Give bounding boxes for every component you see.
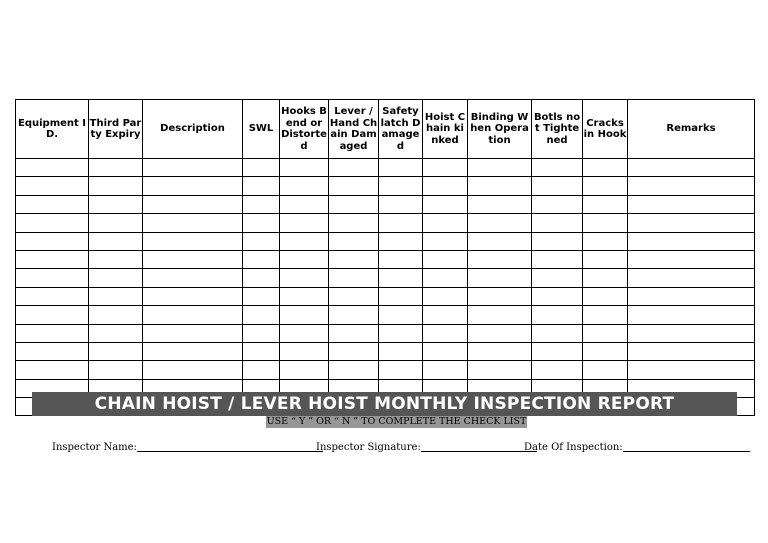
date-of-inspection-line[interactable]	[623, 441, 750, 452]
table-cell[interactable]	[329, 287, 379, 305]
table-cell[interactable]	[243, 287, 280, 305]
table-row	[16, 177, 755, 195]
table-cell[interactable]	[89, 342, 143, 360]
table-cell[interactable]	[583, 306, 628, 324]
header-swl: SWL	[243, 100, 280, 159]
table-cell[interactable]	[329, 361, 379, 379]
table-cell[interactable]	[468, 232, 532, 250]
table-cell[interactable]	[532, 195, 583, 213]
table-cell[interactable]	[628, 361, 755, 379]
table-row	[16, 361, 755, 379]
table-cell[interactable]	[468, 269, 532, 287]
table-cell[interactable]	[468, 361, 532, 379]
table-cell[interactable]	[280, 195, 329, 213]
table-cell[interactable]	[628, 287, 755, 305]
table-cell[interactable]	[628, 324, 755, 342]
header-hoist-chain-kinked: Hoist Chain kinked	[423, 100, 468, 159]
table-cell[interactable]	[89, 232, 143, 250]
table-cell[interactable]	[583, 195, 628, 213]
table-cell[interactable]	[243, 214, 280, 232]
table-cell[interactable]	[89, 324, 143, 342]
table-cell[interactable]	[329, 177, 379, 195]
table-cell[interactable]	[628, 177, 755, 195]
table-cell[interactable]	[583, 177, 628, 195]
table-row	[16, 306, 755, 324]
table-cell[interactable]	[423, 361, 468, 379]
table-cell[interactable]	[423, 324, 468, 342]
table-cell[interactable]	[532, 287, 583, 305]
inspection-table	[15, 99, 755, 416]
table-cell[interactable]	[143, 250, 243, 268]
table-cell[interactable]	[280, 159, 329, 177]
table-cell[interactable]	[329, 195, 379, 213]
table-cell[interactable]	[628, 232, 755, 250]
header-equipment-id: Equipment ID.	[16, 100, 89, 159]
table-cell[interactable]	[628, 306, 755, 324]
table-cell[interactable]	[280, 306, 329, 324]
table-cell[interactable]	[628, 269, 755, 287]
date-of-inspection-label: Date Of Inspection:	[524, 442, 623, 453]
table-row	[16, 287, 755, 305]
table-cell[interactable]	[143, 306, 243, 324]
table-cell[interactable]	[243, 342, 280, 360]
date-of-inspection-field	[524, 441, 750, 454]
table-cell[interactable]	[468, 250, 532, 268]
table-cell[interactable]	[379, 250, 423, 268]
table-cell[interactable]	[280, 361, 329, 379]
table-cell[interactable]	[379, 306, 423, 324]
table-cell[interactable]	[329, 159, 379, 177]
table-cell[interactable]	[16, 195, 89, 213]
table-cell[interactable]	[423, 306, 468, 324]
table-cell[interactable]	[468, 214, 532, 232]
table-cell[interactable]	[16, 214, 89, 232]
table-cell[interactable]	[329, 324, 379, 342]
table-cell[interactable]	[280, 287, 329, 305]
inspector-signature-field	[316, 441, 537, 454]
inspector-signature-label: Inspector Signature:	[316, 442, 421, 453]
table-cell[interactable]	[532, 214, 583, 232]
table-cell[interactable]	[143, 159, 243, 177]
header-bolts-not-tightened: Botls not Tightened	[532, 100, 583, 159]
table-cell[interactable]	[628, 159, 755, 177]
table-cell[interactable]	[16, 342, 89, 360]
header-remarks: Remarks	[628, 100, 755, 159]
table-row	[16, 342, 755, 360]
header-binding-when-operation: Binding When Operation	[468, 100, 532, 159]
table-cell[interactable]	[243, 361, 280, 379]
table-cell[interactable]	[583, 324, 628, 342]
table-cell[interactable]	[143, 324, 243, 342]
table-cell[interactable]	[243, 324, 280, 342]
table-cell[interactable]	[143, 195, 243, 213]
table-cell[interactable]	[468, 177, 532, 195]
header-hand-chain-damaged: Lever / Hand Chain Damaged	[329, 100, 379, 159]
table-cell[interactable]	[583, 342, 628, 360]
table-cell[interactable]	[423, 342, 468, 360]
table-cell[interactable]	[468, 287, 532, 305]
table-cell[interactable]	[532, 159, 583, 177]
table-cell[interactable]	[468, 306, 532, 324]
table-cell[interactable]	[468, 324, 532, 342]
table-cell[interactable]	[379, 361, 423, 379]
inspector-name-line[interactable]	[137, 441, 323, 452]
table-cell[interactable]	[628, 250, 755, 268]
header-cracks-in-hook: Cracks in Hook	[583, 100, 628, 159]
table-cell[interactable]	[280, 177, 329, 195]
table-cell[interactable]	[379, 324, 423, 342]
table-cell[interactable]	[243, 177, 280, 195]
table-cell[interactable]	[628, 195, 755, 213]
table-cell[interactable]	[16, 250, 89, 268]
table-cell[interactable]	[423, 232, 468, 250]
checklist-instruction: USE “ Y ” OR “ N ” TO COMPLETE THE CHECK LIST	[266, 416, 527, 427]
table-cell[interactable]	[532, 324, 583, 342]
table-cell[interactable]	[143, 342, 243, 360]
table-cell[interactable]	[16, 287, 89, 305]
table-cell[interactable]	[16, 306, 89, 324]
table-cell[interactable]	[280, 232, 329, 250]
table-cell[interactable]	[379, 214, 423, 232]
table-cell[interactable]	[143, 232, 243, 250]
table-cell[interactable]	[379, 159, 423, 177]
table-row	[16, 159, 755, 177]
table-cell[interactable]	[379, 177, 423, 195]
table-cell[interactable]	[89, 361, 143, 379]
table-cell[interactable]	[379, 287, 423, 305]
table-row	[16, 232, 755, 250]
header-safety-latch-damaged: Safety latch Damaged	[379, 100, 423, 159]
table-cell[interactable]	[16, 177, 89, 195]
table-cell[interactable]	[532, 342, 583, 360]
header-third-party-expiry: Third Party Expiry	[89, 100, 143, 159]
table-cell[interactable]	[280, 214, 329, 232]
table-cell[interactable]	[16, 324, 89, 342]
table-cell[interactable]	[423, 287, 468, 305]
table-cell[interactable]	[16, 361, 89, 379]
table-cell[interactable]	[379, 232, 423, 250]
table-cell[interactable]	[243, 195, 280, 213]
table-cell[interactable]	[532, 232, 583, 250]
table-cell[interactable]	[583, 214, 628, 232]
table-cell[interactable]	[532, 250, 583, 268]
table-cell[interactable]	[243, 269, 280, 287]
table-cell[interactable]	[89, 250, 143, 268]
table-row	[16, 250, 755, 268]
table-cell[interactable]	[143, 269, 243, 287]
table-cell[interactable]	[89, 159, 143, 177]
table-cell[interactable]	[628, 342, 755, 360]
table-cell[interactable]	[468, 159, 532, 177]
table-cell[interactable]	[423, 159, 468, 177]
table-cell[interactable]	[423, 250, 468, 268]
table-cell[interactable]	[16, 269, 89, 287]
table-cell[interactable]	[280, 342, 329, 360]
header-hooks-bend: Hooks Bend or Distorted	[280, 100, 329, 159]
table-cell[interactable]	[243, 306, 280, 324]
table-cell[interactable]	[280, 324, 329, 342]
table-cell[interactable]	[329, 250, 379, 268]
table-cell[interactable]	[583, 250, 628, 268]
table-cell[interactable]	[329, 342, 379, 360]
header-row	[16, 100, 755, 159]
table-cell[interactable]	[280, 250, 329, 268]
table-row	[16, 195, 755, 213]
table-cell[interactable]	[423, 214, 468, 232]
table-cell[interactable]	[583, 159, 628, 177]
table-cell[interactable]	[379, 269, 423, 287]
table-cell[interactable]	[143, 287, 243, 305]
table-cell[interactable]	[16, 232, 89, 250]
table-cell[interactable]	[423, 177, 468, 195]
table-cell[interactable]	[143, 214, 243, 232]
table-cell[interactable]	[89, 214, 143, 232]
table-cell[interactable]	[329, 214, 379, 232]
table-cell[interactable]	[280, 269, 329, 287]
inspector-name-field	[52, 441, 323, 454]
table-row	[16, 214, 755, 232]
inspector-name-label: Inspector Name:	[52, 442, 137, 453]
table-cell[interactable]	[89, 177, 143, 195]
table-cell[interactable]	[423, 269, 468, 287]
table-cell[interactable]	[532, 177, 583, 195]
table-cell[interactable]	[628, 214, 755, 232]
table-cell[interactable]	[468, 195, 532, 213]
table-cell[interactable]	[379, 342, 423, 360]
inspector-signature-line[interactable]	[421, 441, 537, 452]
table-cell[interactable]	[329, 232, 379, 250]
table-cell[interactable]	[243, 250, 280, 268]
table-cell[interactable]	[89, 306, 143, 324]
table-cell[interactable]	[243, 232, 280, 250]
table-cell[interactable]	[423, 195, 468, 213]
header-description: Description	[143, 100, 243, 159]
table-cell[interactable]	[532, 269, 583, 287]
table-cell[interactable]	[89, 287, 143, 305]
table-cell[interactable]	[583, 232, 628, 250]
table-cell[interactable]	[379, 195, 423, 213]
table-cell[interactable]	[532, 361, 583, 379]
table-cell[interactable]	[583, 287, 628, 305]
table-cell[interactable]	[143, 177, 243, 195]
table-cell[interactable]	[583, 361, 628, 379]
table-cell[interactable]	[243, 159, 280, 177]
table-cell[interactable]	[16, 159, 89, 177]
table-cell[interactable]	[468, 342, 532, 360]
table-cell[interactable]	[89, 195, 143, 213]
table-cell[interactable]	[143, 361, 243, 379]
table-cell[interactable]	[329, 269, 379, 287]
table-cell[interactable]	[89, 269, 143, 287]
report-title-banner: CHAIN HOIST / LEVER HOIST MONTHLY INSPECTION REPORT	[32, 392, 737, 416]
table-cell[interactable]	[532, 306, 583, 324]
table-cell[interactable]	[329, 306, 379, 324]
table-cell[interactable]	[583, 269, 628, 287]
table-row	[16, 269, 755, 287]
table-row	[16, 324, 755, 342]
